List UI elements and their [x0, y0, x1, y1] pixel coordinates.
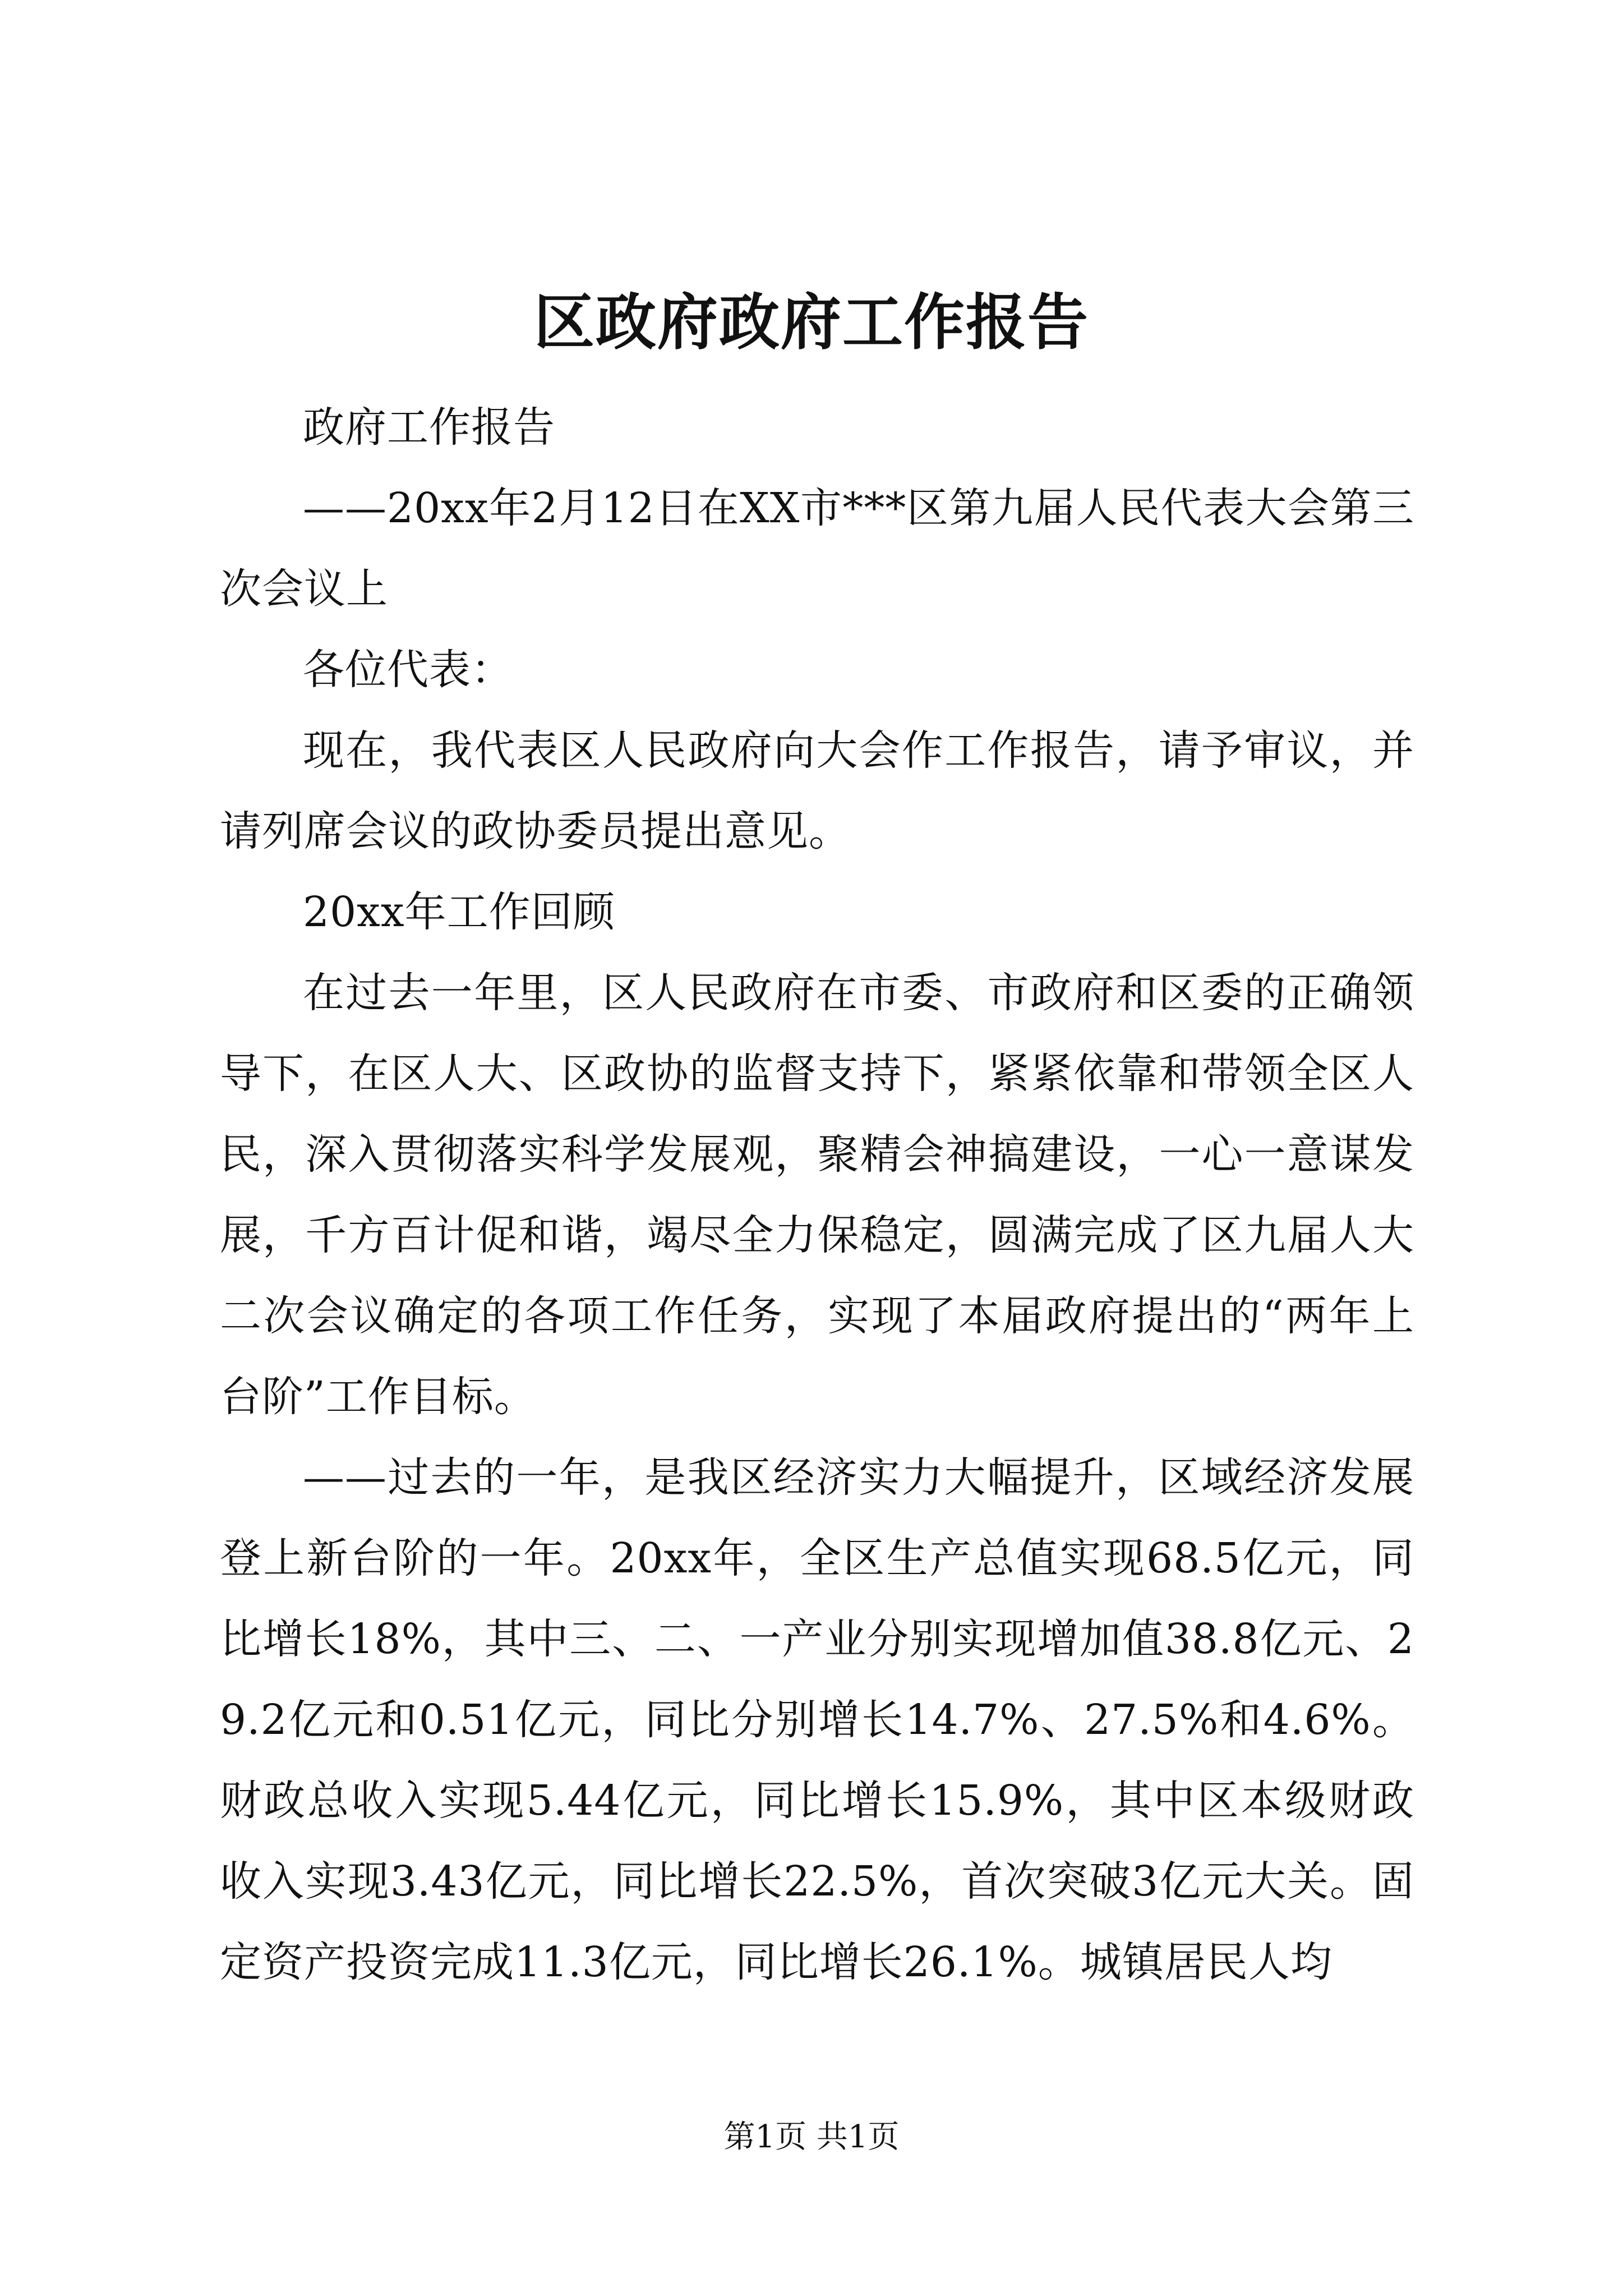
paragraph-intro: 现在，我代表区人民政府向大会作工作报告，请予审议，并请列席会议的政协委员提出意见。 [220, 726, 1414, 855]
paragraph-economic-results: ——过去的一年，是我区经济实力大幅提升，区域经济发展登上新台阶的一年。20xx年，全区生产总值实现68.5亿元，同比增长18%，其中三、二、一产业分别实现增加值38.8亿元、29.2亿元和0.51亿元，同比分别增长14.7%、27.5%和4.6%。财政总收入实现5.44亿元，同比增长15.9%，其中区本级财政收入实现3.43亿元，同比增长22.5%，首次突破3亿元大关。固定资产投资完成11.3亿元，同比增长26.1%。城镇居民人均 [220, 1453, 1414, 1986]
document-title: 区政府政府工作报告 [533, 287, 1089, 358]
paragraph-meeting-info: ——20xx年2月12日在XX市***区第九届人民代表大会第三次会议上 [220, 484, 1414, 613]
paragraph-review-summary: 在过去一年里，区人民政府在市委、市政府和区委的正确领导下，在区人大、区政协的监督支持下，紧紧依靠和带领全区人民，深入贯彻落实科学发展观，聚精会神搞建设，一心一意谋发展，千方百计促和谐，竭尽全力保稳定，圆满完成了区九届人大二次会议确定的各项工作任务，实现了本届政府提出的“两年上台阶”工作目标。 [220, 969, 1414, 1421]
document-body [220, 387, 1414, 2003]
paragraph-report-name: 政府工作报告 [303, 403, 555, 452]
paragraph-section-heading: 20xx年工作回顾 [303, 888, 615, 936]
page-number-footer: 第1页 共1页 [723, 2119, 900, 2155]
paragraph-salutation: 各位代表： [303, 646, 513, 694]
